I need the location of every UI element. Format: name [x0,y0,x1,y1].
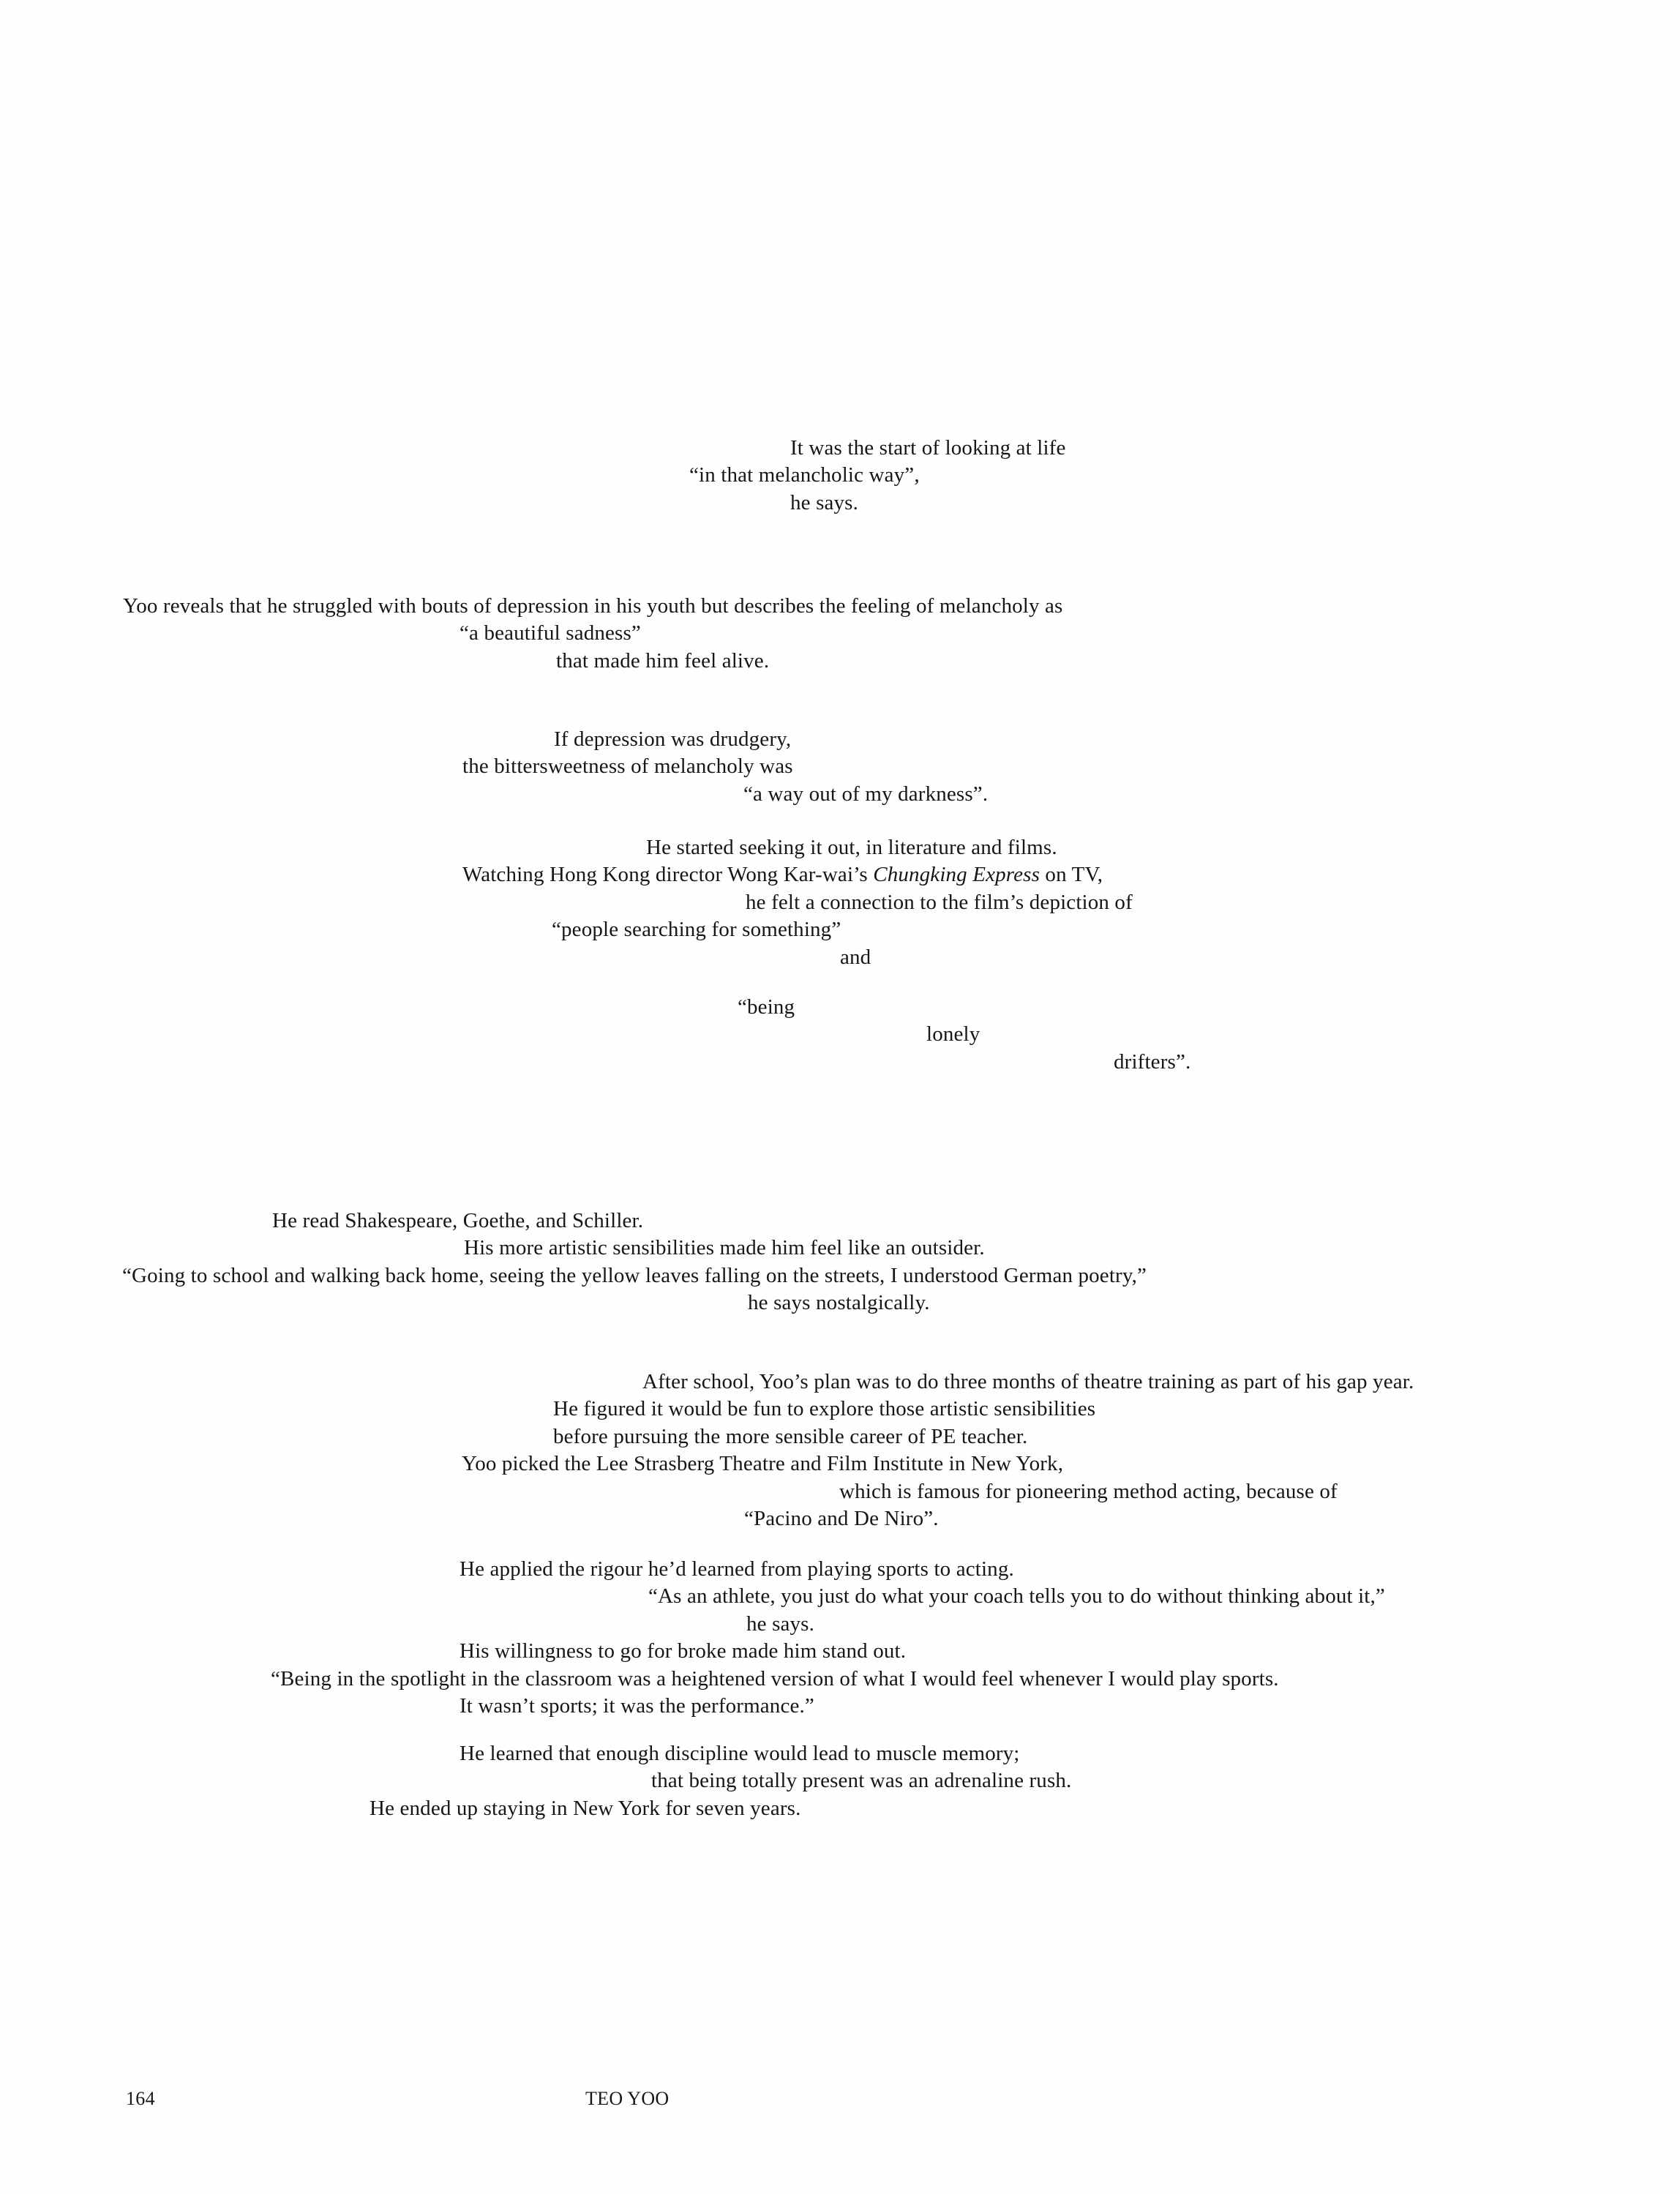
text-line: He learned that enough discipline would lead to muscle memory; [460,1742,1020,1765]
text-line: He applied the rigour he’d learned from playing sports to acting. [460,1557,1014,1581]
text-line: He started seeking it out, in literature and films. [646,836,1057,859]
text-line: he says nostalgically. [748,1291,930,1314]
text-line: “being [738,995,795,1019]
text-line [462,861,1103,888]
text-line: he felt a connection to the film’s depiction of [746,891,1133,914]
text-line: he says. [790,491,859,514]
text-line: before pursuing the more sensible career of PE teacher. [553,1425,1028,1448]
text-line: Yoo picked the Lee Strasberg Theatre and Film Institute in New York, [462,1452,1064,1475]
text-line: He figured it would be fun to explore those artistic sensibilities [553,1397,1096,1420]
text-line: “a beautiful sadness” [460,621,641,645]
text-line: “in that melancholic way”, [689,463,920,487]
text-line: “Pacino and De Niro”. [744,1507,939,1530]
text-line: It was the start of looking at life [790,436,1066,460]
text-line: If depression was drudgery, [554,727,792,751]
text-line: He ended up staying in New York for seven years. [370,1797,801,1820]
text-line: which is famous for pioneering method acting, because of [839,1480,1338,1503]
text-line: “Going to school and walking back home, seeing the yellow leaves falling on the streets, I understood German poetry,” [122,1264,1147,1287]
text-line: he says. [746,1612,815,1636]
text-line: “a way out of my darkness”. [743,782,989,806]
text-line: and [840,946,871,969]
text-line: It wasn’t sports; it was the performance.” [460,1694,814,1718]
text-line: that made him feel alive. [556,649,770,673]
text-line: His willingness to go for broke made him stand out. [460,1639,907,1663]
text-line: lonely [926,1022,980,1046]
text-line: drifters”. [1114,1050,1191,1074]
text-line: “As an athlete, you just do what your coach tells you to do without thinking about it,” [648,1584,1385,1608]
film-title-italic: Chungking Express [873,863,1040,886]
text-line: “people searching for something” [552,918,841,941]
page-number: 164 [126,2088,155,2109]
text-segment: on TV, [1040,863,1103,886]
text-line: After school, Yoo’s plan was to do three months of theatre training as part of his gap year. [642,1370,1414,1393]
footer-article-title: TEO YOO [585,2088,670,2109]
text-line: that being totally present was an adrenaline rush. [651,1769,1072,1792]
text-line: He read Shakespeare, Goethe, and Schiller. [272,1209,644,1232]
text-segment: Watching Hong Kong director Wong Kar-wai’s [462,863,874,886]
text-line: the bittersweetness of melancholy was [462,755,793,778]
text-line: Yoo reveals that he struggled with bouts of depression in his youth but describes the feeling of melancholy as [123,594,1063,618]
text-line: His more artistic sensibilities made him feel like an outsider. [464,1236,985,1259]
text-line: “Being in the spotlight in the classroom was a heightened version of what I would feel whenever I would play sports. [271,1667,1279,1691]
